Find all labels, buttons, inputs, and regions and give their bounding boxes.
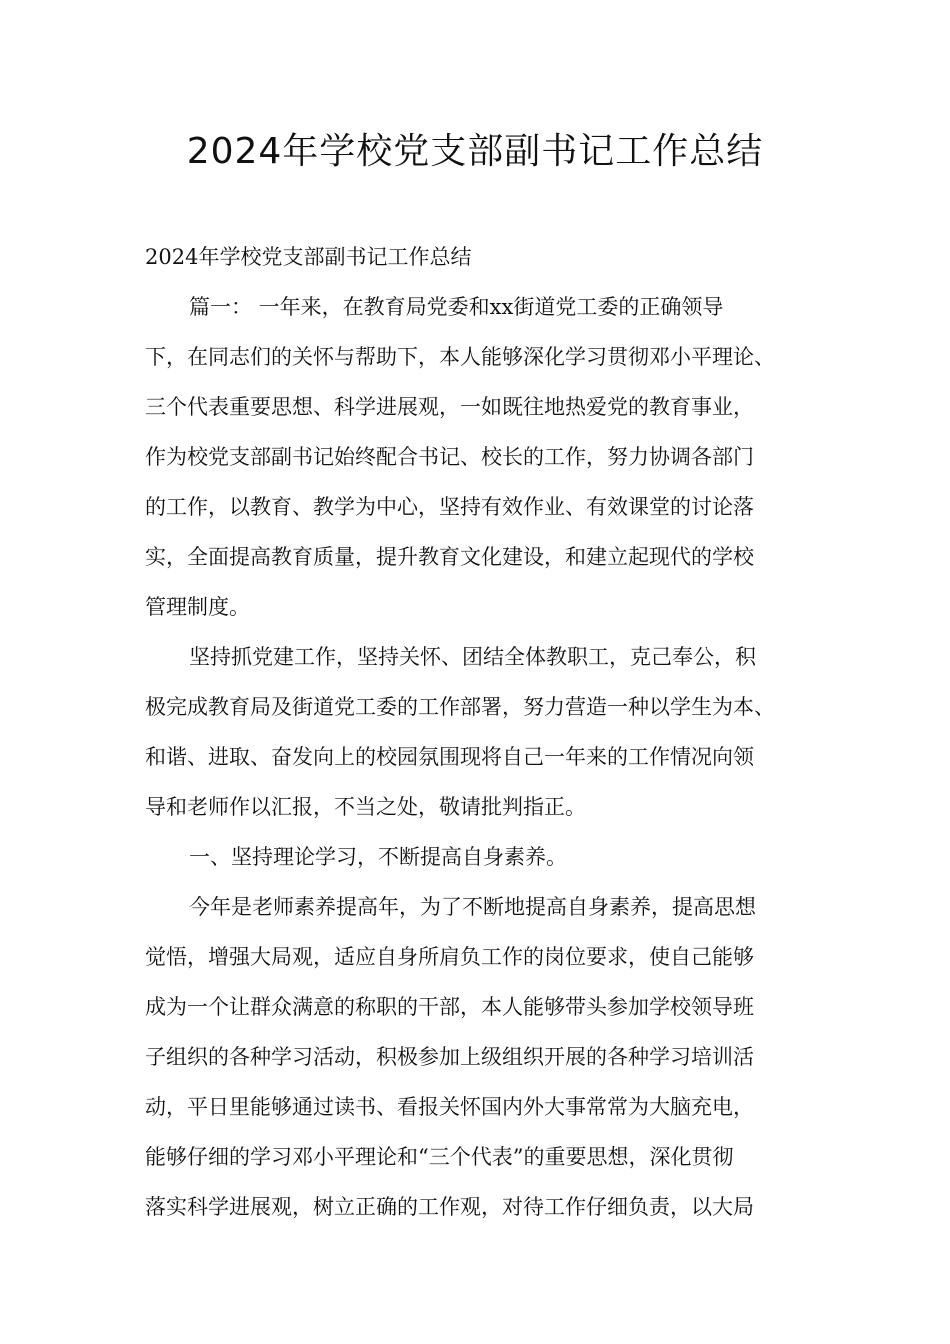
text-line: 一、坚持理论学习，不断提高自身素养。 — [189, 845, 567, 869]
document-title: 2024年学校党支部副书记工作总结 — [186, 131, 764, 172]
document-body — [145, 232, 829, 1232]
text-line: 下，在同志们的关怀与帮助下，本人能够深化学习贯彻邓小平理论、 — [145, 345, 775, 369]
text-line: 三个代表重要思想、科学进展观，一如既往地热爱党的教育事业， — [145, 395, 754, 419]
text-line: 成为一个让群众满意的称职的干部，本人能够带头参加学校领导班 — [145, 995, 754, 1019]
text-line: 今年是老师素养提高年，为了不断地提高自身素养，提高思想 — [189, 895, 756, 919]
text-line: 2024年学校党支部副书记工作总结 — [145, 245, 472, 269]
text-line: 管理制度。 — [145, 595, 250, 619]
text-line: 实，全面提高教育质量，提升教育文化建设，和建立起现代的学校 — [145, 545, 754, 569]
text-line: 导和老师作以汇报，不当之处，敬请批判指正。 — [145, 795, 586, 819]
text-line: 极完成教育局及街道党工委的工作部署，努力营造一种以学生为本、 — [145, 695, 775, 719]
text-line: 作为校党支部副书记始终配合书记、校长的工作，努力协调各部门 — [145, 445, 754, 469]
text-line: 坚持抓党建工作，坚持关怀、团结全体教职工，克己奉公，积 — [189, 645, 756, 669]
text-line: 落实科学进展观，树立正确的工作观，对待工作仔细负责，以大局 — [145, 1195, 754, 1219]
text-line: 觉悟，增强大局观，适应自身所肩负工作的岗位要求，使自己能够 — [145, 945, 754, 969]
text-line: 能够仔细的学习邓小平理论和“三个代表”的重要思想，深化贯彻 — [145, 1145, 734, 1169]
text-line: 动，平日里能够通过读书、看报关怀国内外大事常常为大脑充电， — [145, 1095, 754, 1119]
text-line: 的工作，以教育、教学为中心，坚持有效作业、有效课堂的讨论落 — [145, 495, 754, 519]
text-line: 和谐、进取、奋发向上的校园氛围现将自己一年来的工作情况向领 — [145, 745, 754, 769]
text-line: 子组织的各种学习活动，积极参加上级组织开展的各种学习培训活 — [145, 1045, 754, 1069]
text-line: 篇一： 一年来，在教育局党委和xx街道党工委的正确领导 — [189, 295, 724, 319]
